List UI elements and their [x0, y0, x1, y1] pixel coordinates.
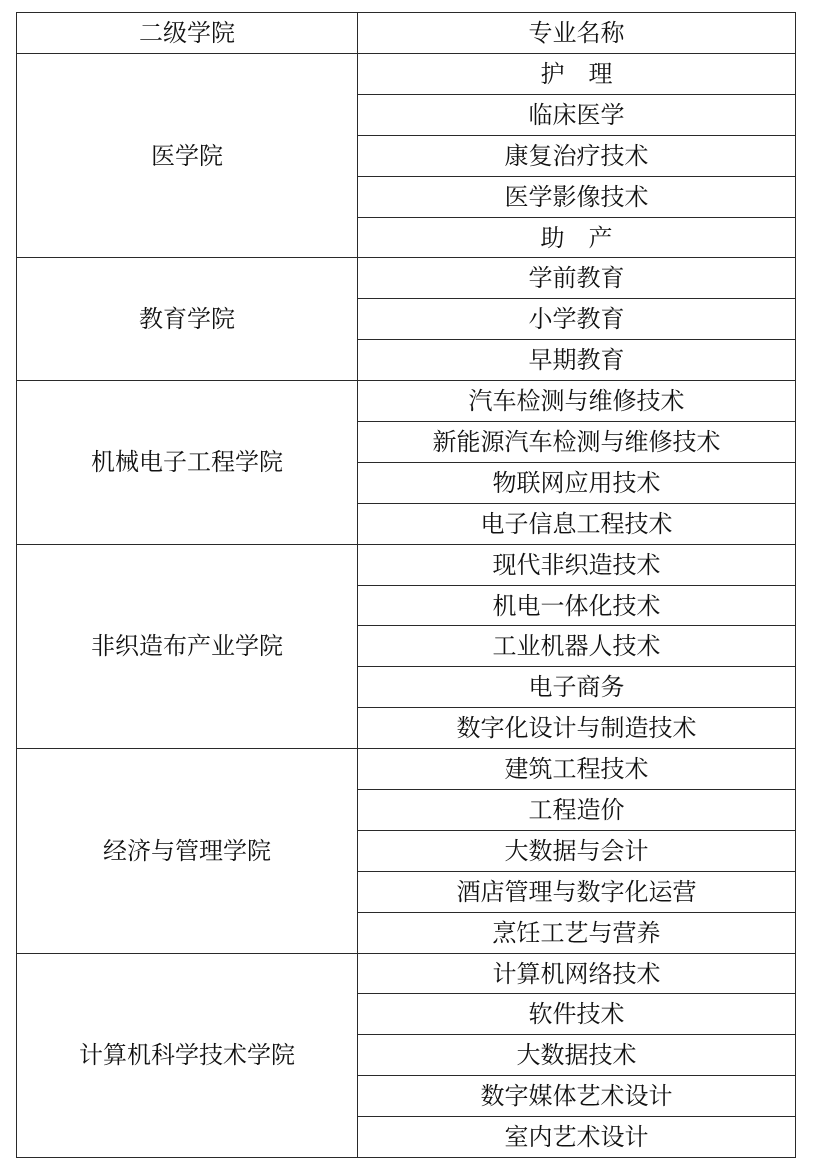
major-name-cell: 建筑工程技术 [358, 749, 796, 790]
table-row [17, 544, 796, 585]
major-name-cell: 医学影像技术 [358, 176, 796, 217]
major-name-cell: 数字媒体艺术设计 [358, 1076, 796, 1117]
major-name-cell: 大数据技术 [358, 1035, 796, 1076]
major-name-cell: 康复治疗技术 [358, 135, 796, 176]
major-name-cell: 烹饪工艺与营养 [358, 912, 796, 953]
college-name-cell: 非织造布产业学院 [17, 544, 358, 748]
major-name-cell: 数字化设计与制造技术 [358, 708, 796, 749]
major-name-cell: 早期教育 [358, 340, 796, 381]
major-name-cell: 现代非织造技术 [358, 544, 796, 585]
table-row [17, 953, 796, 994]
header-college: 二级学院 [17, 13, 358, 54]
major-name-cell: 护 理 [358, 54, 796, 95]
major-name-cell: 室内艺术设计 [358, 1117, 796, 1158]
college-major-table [16, 12, 796, 1158]
major-name-cell: 汽车检测与维修技术 [358, 381, 796, 422]
table-header-row [17, 13, 796, 54]
major-name-cell: 学前教育 [358, 258, 796, 299]
major-name-cell: 临床医学 [358, 94, 796, 135]
header-major: 专业名称 [358, 13, 796, 54]
major-name-cell: 电子商务 [358, 667, 796, 708]
table-row [17, 749, 796, 790]
table-row [17, 54, 796, 95]
table-row [17, 258, 796, 299]
table-body [17, 54, 796, 1158]
major-name-cell: 新能源汽车检测与维修技术 [358, 422, 796, 463]
major-name-cell: 小学教育 [358, 299, 796, 340]
college-name-cell: 计算机科学技术学院 [17, 953, 358, 1157]
table-row [17, 381, 796, 422]
major-name-cell: 工业机器人技术 [358, 626, 796, 667]
major-name-cell: 电子信息工程技术 [358, 503, 796, 544]
major-name-cell: 助 产 [358, 217, 796, 258]
college-name-cell: 教育学院 [17, 258, 358, 381]
major-name-cell: 酒店管理与数字化运营 [358, 871, 796, 912]
major-name-cell: 计算机网络技术 [358, 953, 796, 994]
college-name-cell: 经济与管理学院 [17, 749, 358, 953]
major-name-cell: 软件技术 [358, 994, 796, 1035]
major-name-cell: 工程造价 [358, 790, 796, 831]
college-name-cell: 机械电子工程学院 [17, 381, 358, 545]
college-name-cell: 医学院 [17, 54, 358, 258]
major-name-cell: 大数据与会计 [358, 830, 796, 871]
major-name-cell: 机电一体化技术 [358, 585, 796, 626]
major-name-cell: 物联网应用技术 [358, 462, 796, 503]
